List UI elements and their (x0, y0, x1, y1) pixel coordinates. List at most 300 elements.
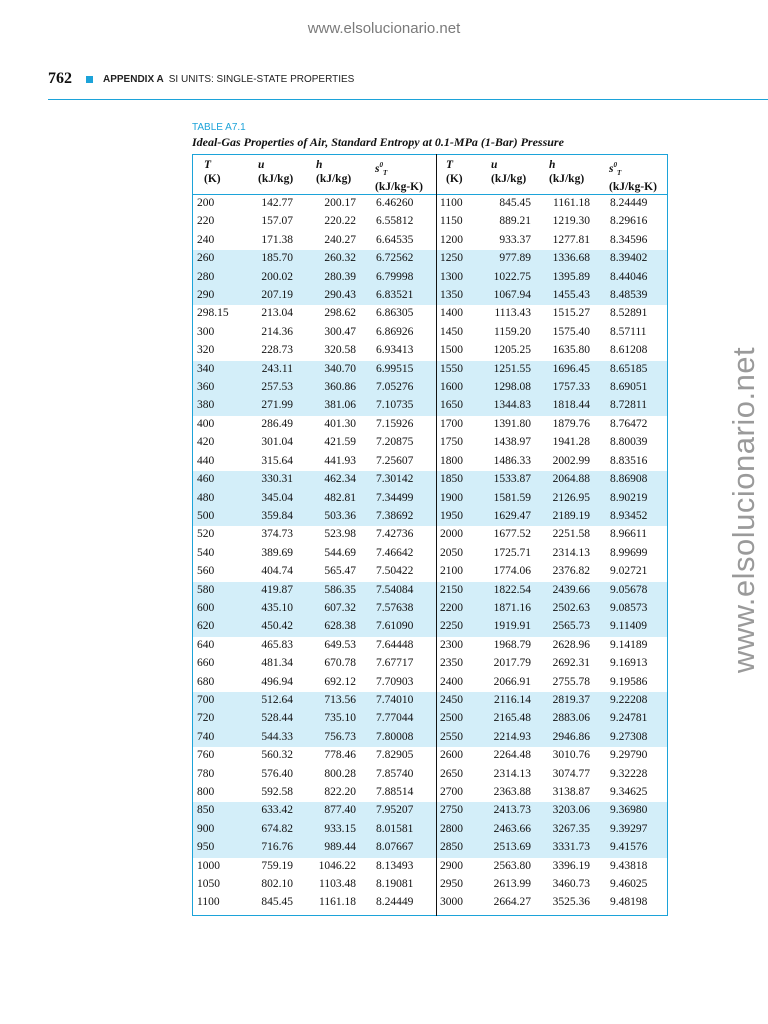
table-cell: 7.70903 (376, 675, 414, 688)
table-cell: 1818.44 (552, 399, 590, 412)
table-cell: 8.93452 (610, 509, 648, 522)
table-cell: 7.25607 (376, 454, 414, 467)
table-cell: 7.77044 (376, 712, 414, 725)
table-cell: 2439.66 (552, 583, 590, 596)
table-cell: 420 (197, 436, 215, 449)
table-cell: 1395.89 (552, 270, 590, 283)
table-cell: 8.19081 (376, 878, 414, 891)
table-cell: 620 (197, 620, 215, 633)
table-cell: 1067.94 (493, 289, 531, 302)
table-cell: 2150 (440, 583, 463, 596)
table-cell: 286.49 (261, 417, 293, 430)
table-cell: 1298.08 (493, 381, 531, 394)
table-cell: 2628.96 (552, 638, 590, 651)
table-cell: 933.37 (499, 233, 531, 246)
table-cell: 1515.27 (552, 307, 590, 320)
table-cell: 7.38692 (376, 509, 414, 522)
watermark-side: www.elsolucionario.net (726, 346, 761, 674)
table-cell: 315.64 (261, 454, 293, 467)
table-cell: 7.61090 (376, 620, 414, 633)
table-cell: 1300 (440, 270, 463, 283)
table-cell: 2050 (440, 546, 463, 559)
table-cell: 2314.13 (493, 767, 531, 780)
table-cell: 1822.54 (493, 583, 531, 596)
table-cell: 580 (197, 583, 215, 596)
table-cell: 565.47 (324, 565, 356, 578)
table-cell: 301.04 (261, 436, 293, 449)
table-cell: 462.34 (324, 473, 356, 486)
table-cell: 300.47 (324, 325, 356, 338)
table-row (193, 729, 667, 747)
table-cell: 950 (197, 841, 215, 854)
table-cell: 2200 (440, 601, 463, 614)
table-cell: 7.30142 (376, 473, 414, 486)
table-cell: 1550 (440, 362, 463, 375)
table-cell: 503.36 (324, 509, 356, 522)
table-cell: 8.07667 (376, 841, 414, 854)
table-cell: 607.32 (324, 601, 356, 614)
table-cell: 1113.43 (494, 307, 531, 320)
table-cell: 421.59 (324, 436, 356, 449)
column-header: $s^0_T$ (kJ/kg-K) (609, 161, 657, 194)
table-cell: 1161.18 (319, 896, 356, 909)
table-row (193, 582, 667, 600)
table-cell: 142.77 (261, 197, 293, 209)
table-row (193, 397, 667, 415)
table-cell: 1100 (197, 896, 220, 909)
table-cell: 1500 (440, 344, 463, 357)
table-cell: 8.39402 (610, 252, 648, 265)
column-header: $s^0_T$ (kJ/kg-K) (375, 161, 423, 194)
table-cell: 7.50422 (376, 565, 414, 578)
table-cell: 400 (197, 417, 215, 430)
table-cell: 7.64448 (376, 638, 414, 651)
table-cell: 9.46025 (610, 878, 648, 891)
table-cell: 1600 (440, 381, 463, 394)
table-cell: 1159.20 (494, 325, 531, 338)
table-row (193, 821, 667, 839)
table-caption: Ideal-Gas Properties of Air, Standard Entropy at 0.1-MPa (1-Bar) Pressure (192, 135, 564, 149)
table-cell: 6.55812 (376, 215, 414, 228)
table-cell: 3525.36 (552, 896, 590, 909)
table-cell: 9.14189 (610, 638, 648, 651)
table-cell: 7.67717 (376, 657, 414, 670)
table-cell: 482.81 (324, 491, 356, 504)
table-cell: 2755.78 (552, 675, 590, 688)
table-cell: 260.32 (324, 252, 356, 265)
table-cell: 298.62 (324, 307, 356, 320)
table-cell: 7.34499 (376, 491, 414, 504)
table-cell: 7.15926 (376, 417, 414, 430)
table-cell: 441.93 (324, 454, 356, 467)
table-cell: 1850 (440, 473, 463, 486)
table-cell: 207.19 (261, 289, 293, 302)
table-row (193, 287, 667, 305)
table-cell: 480 (197, 491, 215, 504)
table-row (193, 655, 667, 673)
table-cell: 7.46642 (376, 546, 414, 559)
table-cell: 8.44046 (610, 270, 648, 283)
table-cell: 9.02721 (610, 565, 648, 578)
table-cell: 6.93413 (376, 344, 414, 357)
column-header: T (K) (446, 159, 463, 185)
table-cell: 465.83 (261, 638, 293, 651)
table-cell: 260 (197, 252, 215, 265)
table-cell: 7.88514 (376, 786, 414, 798)
table-row (193, 213, 667, 231)
table-cell: 9.48198 (610, 896, 648, 909)
table-row (193, 490, 667, 508)
table-cell: 660 (197, 657, 215, 670)
table-cell: 7.82905 (376, 749, 414, 762)
table-cell: 9.41576 (610, 841, 648, 854)
table-cell: 2664.27 (493, 896, 531, 909)
table-row (193, 434, 667, 452)
table-cell: 257.53 (261, 381, 293, 394)
table-row (193, 526, 667, 544)
table-cell: 1725.71 (493, 546, 531, 559)
table-cell: 404.74 (261, 565, 293, 578)
table-cell: 2126.95 (552, 491, 590, 504)
table-cell: 220.22 (324, 215, 356, 228)
table-cell: 243.11 (261, 362, 293, 375)
table-cell: 3460.73 (552, 878, 590, 891)
table-cell: 1696.45 (552, 362, 590, 375)
table-cell: 1450 (440, 325, 463, 338)
table-cell: 1344.83 (493, 399, 531, 412)
table-body (193, 195, 667, 913)
table-cell: 6.86926 (376, 325, 414, 338)
table-row (193, 692, 667, 710)
table-row (193, 269, 667, 287)
page-number: 762 (48, 70, 72, 87)
table-cell: 290 (197, 289, 215, 302)
table-row (193, 342, 667, 360)
table-cell: 330.31 (261, 473, 293, 486)
table-cell: 298.15 (197, 307, 229, 320)
table-cell: 8.01581 (376, 822, 414, 835)
table-cell: 1941.28 (552, 436, 590, 449)
table-cell: 9.11409 (610, 620, 647, 633)
table-cell: 2565.73 (552, 620, 590, 633)
square-bullet-icon (86, 76, 93, 83)
table-cell: 670.78 (324, 657, 356, 670)
table-cell: 359.84 (261, 509, 293, 522)
table-cell: 8.29616 (610, 215, 648, 228)
table-cell: 600 (197, 601, 215, 614)
table-cell: 345.04 (261, 491, 293, 504)
table-cell: 2800 (440, 822, 463, 835)
table-row (193, 858, 667, 876)
table-cell: 1581.59 (493, 491, 531, 504)
table-cell: 8.86908 (610, 473, 648, 486)
table-cell: 1250 (440, 252, 463, 265)
table-cell: 8.34596 (610, 233, 648, 246)
table-row (193, 232, 667, 250)
table-cell: 735.10 (324, 712, 356, 725)
table-cell: 544.33 (261, 730, 293, 743)
table-cell: 9.32228 (610, 767, 648, 780)
table-cell: 2463.66 (493, 822, 531, 835)
table-cell: 419.87 (261, 583, 293, 596)
table-cell: 2363.88 (493, 786, 531, 798)
table-cell: 8.48539 (610, 289, 648, 302)
table-cell: 2250 (440, 620, 463, 633)
table-cell: 200.02 (261, 270, 293, 283)
table-cell: 640 (197, 638, 215, 651)
table-cell: 2613.99 (493, 878, 531, 891)
table-cell: 933.15 (324, 822, 356, 835)
table-cell: 2314.13 (552, 546, 590, 559)
table-cell: 2064.88 (552, 473, 590, 486)
table-cell: 3396.19 (552, 859, 590, 872)
table-cell: 3331.73 (552, 841, 590, 854)
table-cell: 2513.69 (493, 841, 531, 854)
table-cell: 214.36 (261, 325, 293, 338)
table-cell: 756.73 (324, 730, 356, 743)
table-row (193, 453, 667, 471)
table-cell: 845.45 (499, 197, 531, 209)
table-cell: 1022.75 (493, 270, 531, 283)
table-cell: 8.83516 (610, 454, 648, 467)
table-cell: 185.70 (261, 252, 293, 265)
table-row (193, 876, 667, 894)
table-row (193, 802, 667, 820)
table-cell: 540 (197, 546, 215, 559)
table-cell: 340.70 (324, 362, 356, 375)
table-cell: 2692.31 (552, 657, 590, 670)
table-cell: 1251.55 (493, 362, 531, 375)
table-cell: 7.95207 (376, 804, 414, 817)
table-cell: 8.80039 (610, 436, 648, 449)
table-cell: 2116.14 (494, 693, 531, 706)
table-row (193, 379, 667, 397)
table-cell: 7.80008 (376, 730, 414, 743)
table-cell: 2950 (440, 878, 463, 891)
table-cell: 1700 (440, 417, 463, 430)
table-cell: 1533.87 (493, 473, 531, 486)
table-cell: 1968.79 (493, 638, 531, 651)
table-cell: 9.05678 (610, 583, 648, 596)
table-row (193, 305, 667, 323)
section-title: SI UNITS: SINGLE-STATE PROPERTIES (168, 73, 355, 85)
table-row (193, 508, 667, 526)
table-cell: 3010.76 (552, 749, 590, 762)
table-cell: 700 (197, 693, 215, 706)
table-cell: 889.21 (499, 215, 531, 228)
table-cell: 220 (197, 215, 215, 228)
table-cell: 2700 (440, 786, 463, 798)
table-cell: 2563.80 (493, 859, 531, 872)
table-cell: 1100 (440, 197, 463, 209)
table-cell: 1677.52 (493, 528, 531, 541)
table-cell: 560 (197, 565, 215, 578)
table-cell: 7.10735 (376, 399, 414, 412)
column-header: u (kJ/kg) (491, 159, 527, 185)
table-cell: 271.99 (261, 399, 293, 412)
table-cell: 989.44 (324, 841, 356, 854)
table-cell: 1635.80 (552, 344, 590, 357)
table-row (193, 784, 667, 802)
table-cell: 9.34625 (610, 786, 648, 798)
column-header: T (K) (204, 159, 221, 185)
table-cell: 8.99699 (610, 546, 648, 559)
table-cell: 171.38 (261, 233, 293, 246)
table-cell: 1046.22 (318, 859, 356, 872)
table-cell: 7.42736 (376, 528, 414, 541)
table-cell: 8.52891 (610, 307, 648, 320)
table-cell: 8.90219 (610, 491, 648, 504)
table-row (193, 710, 667, 728)
table-cell: 6.86305 (376, 307, 414, 320)
table-cell: 1575.40 (552, 325, 590, 338)
table-cell: 1650 (440, 399, 463, 412)
table-cell: 9.16913 (610, 657, 648, 670)
table-cell: 778.46 (324, 749, 356, 762)
table-cell: 1350 (440, 289, 463, 302)
table-cell: 1103.48 (319, 878, 356, 891)
table-cell: 845.45 (261, 896, 293, 909)
table-cell: 9.27308 (610, 730, 648, 743)
table-cell: 512.64 (261, 693, 293, 706)
table-cell: 8.24449 (610, 197, 648, 209)
table-cell: 7.57638 (376, 601, 414, 614)
table-cell: 716.76 (261, 841, 293, 854)
table-cell: 2100 (440, 565, 463, 578)
table-cell: 1277.81 (552, 233, 590, 246)
table-cell: 2264.48 (493, 749, 531, 762)
table-cell: 290.43 (324, 289, 356, 302)
table-cell: 528.44 (261, 712, 293, 725)
table-cell: 9.19586 (610, 675, 648, 688)
table-cell: 800.28 (324, 767, 356, 780)
table-cell: 9.22208 (610, 693, 648, 706)
header-rule (48, 99, 768, 100)
table-cell: 2413.73 (493, 804, 531, 817)
table-cell: 6.72562 (376, 252, 414, 265)
table-cell: 380 (197, 399, 215, 412)
table-cell: 720 (197, 712, 215, 725)
table-cell: 320.58 (324, 344, 356, 357)
table-cell: 360 (197, 381, 215, 394)
table-cell: 1391.80 (493, 417, 531, 430)
table-cell: 8.96611 (610, 528, 647, 541)
column-header: h (kJ/kg) (549, 159, 585, 185)
table-cell: 780 (197, 767, 215, 780)
table-cell: 900 (197, 822, 215, 835)
table-cell: 649.53 (324, 638, 356, 651)
table-row (193, 195, 667, 213)
table-cell: 8.69051 (610, 381, 648, 394)
table-header (192, 154, 668, 194)
table-cell: 500 (197, 509, 215, 522)
watermark-top: www.elsolucionario.net (307, 20, 461, 37)
page-header (48, 70, 354, 88)
table-cell: 523.98 (324, 528, 356, 541)
table-cell: 560.32 (261, 749, 293, 762)
table-cell: 200.17 (324, 197, 356, 209)
table-cell: 3267.35 (552, 822, 590, 835)
table-row (193, 324, 667, 342)
table-cell: 1919.91 (493, 620, 531, 633)
table-cell: 300 (197, 325, 215, 338)
table-cell: 2600 (440, 749, 463, 762)
table-cell: 9.29790 (610, 749, 648, 762)
table-cell: 496.94 (261, 675, 293, 688)
table-cell: 680 (197, 675, 215, 688)
table-cell: 586.35 (324, 583, 356, 596)
column-header: u (kJ/kg) (258, 159, 294, 185)
table-cell: 977.89 (499, 252, 531, 265)
table-cell: 200 (197, 197, 215, 209)
table-cell: 740 (197, 730, 215, 743)
table-cell: 2251.58 (552, 528, 590, 541)
table-cell: 1336.68 (552, 252, 590, 265)
table-cell: 2550 (440, 730, 463, 743)
table-row (193, 471, 667, 489)
table-cell: 759.19 (261, 859, 293, 872)
table-row (193, 618, 667, 636)
table-cell: 280 (197, 270, 215, 283)
table-cell: 381.06 (324, 399, 356, 412)
table-cell: 157.07 (261, 215, 293, 228)
table-cell: 360.86 (324, 381, 356, 394)
table-cell: 6.83521 (376, 289, 414, 302)
table-cell: 2350 (440, 657, 463, 670)
table-cell: 760 (197, 749, 215, 762)
table-cell: 8.76472 (610, 417, 648, 430)
table-cell: 877.40 (324, 804, 356, 817)
table-row (193, 766, 667, 784)
table-cell: 8.13493 (376, 859, 414, 872)
table-cell: 2002.99 (552, 454, 590, 467)
table-cell: 8.65185 (610, 362, 648, 375)
table-cell: 2165.48 (493, 712, 531, 725)
table-cell: 2214.93 (493, 730, 531, 743)
table-row (193, 894, 667, 912)
table-cell: 213.04 (261, 307, 293, 320)
table-cell: 2189.19 (552, 509, 590, 522)
table-cell: 1879.76 (552, 417, 590, 430)
table-cell: 1800 (440, 454, 463, 467)
table-cell: 7.54084 (376, 583, 414, 596)
table-cell: 544.69 (324, 546, 356, 559)
table-cell: 8.61208 (610, 344, 648, 357)
table-cell: 9.39297 (610, 822, 648, 835)
table-row (193, 361, 667, 379)
table-cell: 450.42 (261, 620, 293, 633)
table-cell: 2946.86 (552, 730, 590, 743)
table-cell: 6.46260 (376, 197, 414, 209)
table-cell: 389.69 (261, 546, 293, 559)
table-cell: 850 (197, 804, 215, 817)
table-cell: 1438.97 (493, 436, 531, 449)
table-cell: 2300 (440, 638, 463, 651)
table-cell: 440 (197, 454, 215, 467)
table-cell: 3203.06 (552, 804, 590, 817)
table-cell: 435.10 (261, 601, 293, 614)
table-cell: 633.42 (261, 804, 293, 817)
table-row (193, 747, 667, 765)
table-cell: 9.43818 (610, 859, 648, 872)
table-row (193, 416, 667, 434)
table-cell: 8.24449 (376, 896, 414, 909)
table-cell: 1000 (197, 859, 220, 872)
table-row (193, 839, 667, 857)
table-row (193, 600, 667, 618)
table-cell: 2500 (440, 712, 463, 725)
table-cell: 8.57111 (610, 325, 647, 338)
